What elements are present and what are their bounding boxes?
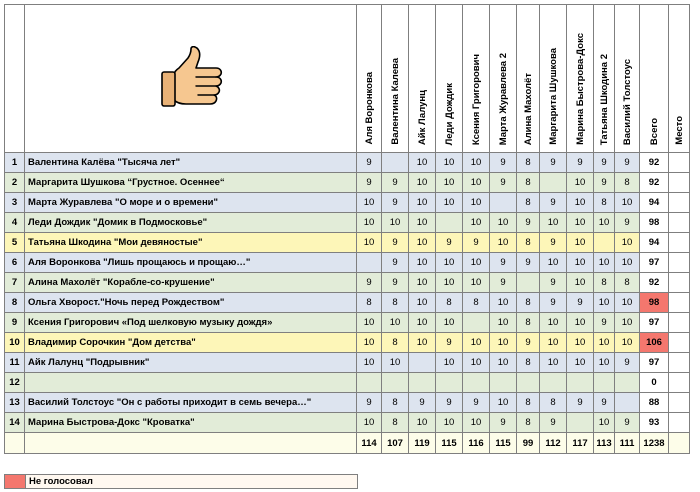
score-cell: 9 [615,213,640,233]
score-cell: 10 [540,213,567,233]
table-row [5,273,690,293]
score-cell: 10 [409,313,436,333]
score-cell: 10 [409,193,436,213]
score-cell: 9 [490,153,517,173]
corner-cell [5,5,25,153]
score-cell: 10 [357,413,382,433]
entry-title: Марина Быстрова-Докс "Кроватка" [25,413,357,433]
score-cell: 10 [436,173,463,193]
voter-name: Леди Дождик [443,82,455,145]
thumbs-up-icon [156,46,226,112]
voter-header [490,5,517,153]
column-sum: 113 [594,433,615,454]
sum-blank [25,433,357,454]
score-cell: 10 [540,333,567,353]
voter-header [409,5,436,153]
score-cell: 10 [436,273,463,293]
row-number: 1 [5,153,25,173]
voting-table [4,4,690,454]
score-cell: 8 [517,153,540,173]
score-cell: 10 [382,353,409,373]
score-cell [357,253,382,273]
score-cell: 10 [615,313,640,333]
score-cell: 10 [567,353,594,373]
score-cell: 8 [436,293,463,313]
score-cell: 9 [594,153,615,173]
score-cell: 10 [615,253,640,273]
score-cell: 9 [382,233,409,253]
table-row [5,293,690,313]
entry-title: Василий Толстоус "Он с работы приходит в семь вечера…" [25,393,357,413]
score-cell [567,373,594,393]
score-cell: 10 [594,413,615,433]
score-cell: 10 [436,353,463,373]
score-cell: 9 [540,153,567,173]
score-cell: 10 [463,253,490,273]
entry-title: Аля Воронкова "Лишь прощаюсь и прощаю…" [25,253,357,273]
score-cell: 9 [517,213,540,233]
voter-name: Маргарита Шушкова [547,48,559,145]
entry-title: Айк Лалунц "Подрывник" [25,353,357,373]
voter-name: Ксения Григорович [470,53,482,145]
score-cell: 9 [490,173,517,193]
row-total: 94 [640,233,669,253]
score-cell: 10 [463,413,490,433]
score-cell: 10 [567,253,594,273]
sum-blank [5,433,25,454]
voter-name: Татьяна Шкодина 2 [598,53,610,145]
score-cell: 10 [357,333,382,353]
score-cell: 10 [463,153,490,173]
score-cell: 9 [517,333,540,353]
score-cell: 9 [540,413,567,433]
row-place [669,293,690,313]
entry-title: Ксения Григорович «Под шелковую музыку дождя» [25,313,357,333]
score-cell [463,313,490,333]
row-total: 98 [640,213,669,233]
score-cell: 10 [409,413,436,433]
table-row [5,213,690,233]
score-cell: 9 [357,153,382,173]
legend [4,474,358,488]
score-cell: 9 [490,253,517,273]
score-cell: 8 [615,173,640,193]
table-row [5,373,690,393]
score-cell: 10 [409,273,436,293]
score-cell: 8 [382,393,409,413]
score-cell: 8 [594,273,615,293]
voter-name: Марина Быстрова-Докс [574,33,586,145]
score-cell: 8 [463,293,490,313]
score-cell: 9 [615,413,640,433]
row-place [669,313,690,333]
score-cell: 8 [382,413,409,433]
column-sum: 119 [409,433,436,454]
row-place [669,273,690,293]
score-cell: 10 [409,233,436,253]
score-cell: 9 [540,233,567,253]
score-cell: 8 [594,193,615,213]
score-cell: 10 [409,213,436,233]
row-number: 6 [5,253,25,273]
row-number: 10 [5,333,25,353]
score-cell: 10 [490,213,517,233]
score-cell: 10 [463,333,490,353]
table-row [5,153,690,173]
column-sum: 99 [517,433,540,454]
row-total: 0 [640,373,669,393]
score-cell [409,353,436,373]
score-cell: 10 [567,213,594,233]
score-cell: 10 [436,253,463,273]
score-cell: 10 [463,273,490,293]
score-cell: 8 [517,233,540,253]
thumbs-cell [25,5,357,153]
row-number: 9 [5,313,25,333]
score-cell: 9 [490,413,517,433]
score-cell: 8 [517,413,540,433]
score-cell: 10 [463,193,490,213]
row-number: 3 [5,193,25,213]
score-cell [540,373,567,393]
score-cell: 10 [615,293,640,313]
column-sum: 112 [540,433,567,454]
column-sum: 115 [490,433,517,454]
voter-name: Василий Толстоус [621,58,633,145]
total-header-label: Всего [648,117,660,145]
score-cell: 10 [567,233,594,253]
score-cell [517,273,540,293]
score-cell: 9 [436,333,463,353]
entry-title [25,373,357,393]
score-cell: 10 [490,313,517,333]
row-number: 4 [5,213,25,233]
place-header-label: Место [673,116,685,145]
score-cell: 9 [436,393,463,413]
score-cell [490,373,517,393]
score-cell [382,373,409,393]
score-cell: 10 [357,233,382,253]
row-place [669,373,690,393]
score-cell: 9 [357,173,382,193]
row-place [669,253,690,273]
row-number: 14 [5,413,25,433]
row-place [669,233,690,253]
score-cell: 8 [517,293,540,313]
table-row [5,413,690,433]
place-header [669,5,690,153]
entry-title: Владимир Сорочкин "Дом детства" [25,333,357,353]
row-number: 13 [5,393,25,413]
row-number: 5 [5,233,25,253]
table-row [5,193,690,213]
voter-name: Марта Журавлева 2 [497,52,509,145]
score-cell: 10 [357,313,382,333]
row-total: 92 [640,153,669,173]
voter-header [594,5,615,153]
voter-name: Алина Махолёт [522,72,534,145]
score-cell [382,153,409,173]
score-cell: 8 [517,313,540,333]
score-cell: 9 [463,233,490,253]
table-row [5,233,690,253]
score-cell: 8 [357,293,382,313]
score-cell: 10 [567,193,594,213]
score-cell: 9 [382,273,409,293]
total-header [640,5,669,153]
score-cell: 10 [540,353,567,373]
score-cell [409,373,436,393]
score-cell: 10 [594,213,615,233]
column-sum: 115 [436,433,463,454]
voter-header [615,5,640,153]
score-cell: 8 [517,193,540,213]
legend-swatch [4,474,26,489]
score-cell: 9 [382,173,409,193]
voter-header [357,5,382,153]
score-cell: 10 [567,313,594,333]
score-cell: 10 [594,353,615,373]
row-total: 97 [640,353,669,373]
row-total: 93 [640,413,669,433]
score-cell [436,213,463,233]
table-row [5,353,690,373]
score-cell: 10 [436,153,463,173]
score-cell: 10 [409,173,436,193]
row-place [669,193,690,213]
score-cell: 10 [567,273,594,293]
score-cell: 8 [615,273,640,293]
score-cell: 10 [490,353,517,373]
row-total: 97 [640,253,669,273]
score-cell: 10 [382,313,409,333]
score-cell: 9 [517,253,540,273]
row-number: 7 [5,273,25,293]
score-cell: 9 [357,273,382,293]
score-cell: 10 [615,233,640,253]
voter-header [567,5,594,153]
row-place [669,393,690,413]
legend-label: Не голосовал [26,474,358,489]
score-cell: 10 [490,333,517,353]
score-cell: 9 [490,273,517,293]
score-cell: 9 [615,353,640,373]
row-place [669,213,690,233]
entry-title: Леди Дождик "Домик в Подмосковье" [25,213,357,233]
row-place [669,173,690,193]
column-sum: 111 [615,433,640,454]
score-cell: 9 [540,193,567,213]
row-place [669,153,690,173]
score-cell [490,193,517,213]
score-cell: 9 [382,193,409,213]
voter-header [463,5,490,153]
voter-header [540,5,567,153]
voter-header [517,5,540,153]
score-cell: 9 [594,173,615,193]
score-cell: 10 [409,253,436,273]
row-total: 88 [640,393,669,413]
score-cell [594,233,615,253]
score-cell: 9 [357,393,382,413]
score-cell: 10 [409,293,436,313]
score-cell: 9 [382,253,409,273]
score-cell: 9 [594,393,615,413]
score-cell: 10 [594,293,615,313]
score-cell: 9 [463,393,490,413]
score-cell: 10 [357,213,382,233]
score-cell: 9 [409,393,436,413]
score-cell: 10 [409,153,436,173]
score-cell: 10 [490,293,517,313]
score-cell: 9 [567,153,594,173]
score-cell: 9 [540,273,567,293]
score-cell: 10 [357,193,382,213]
table-row [5,253,690,273]
score-cell: 9 [567,393,594,413]
score-cell: 10 [594,333,615,353]
row-total: 92 [640,173,669,193]
table-row [5,173,690,193]
score-cell: 9 [540,293,567,313]
score-cell: 8 [382,333,409,353]
score-cell [357,373,382,393]
score-cell: 8 [540,393,567,413]
entry-title: Алина Махолёт "Корабле-со-крушение" [25,273,357,293]
voter-name: Валентина Калева [389,58,401,145]
score-cell: 10 [357,353,382,373]
entry-title: Маргарита Шушкова “Грустное. Осеннее“ [25,173,357,193]
row-total: 97 [640,313,669,333]
score-cell: 9 [436,233,463,253]
row-place [669,353,690,373]
score-cell [540,173,567,193]
voter-name: Аля Воронкова [363,72,375,145]
score-cell: 10 [490,393,517,413]
column-sum: 107 [382,433,409,454]
score-cell: 10 [463,173,490,193]
score-cell: 10 [436,193,463,213]
score-cell: 10 [409,333,436,353]
row-place [669,333,690,353]
row-place [669,413,690,433]
entry-title: Марта Журавлева "О море и о времени" [25,193,357,213]
score-cell: 10 [540,253,567,273]
row-number: 12 [5,373,25,393]
sum-row [5,433,690,454]
entry-title: Валентина Калёва "Тысяча лет" [25,153,357,173]
column-sum: 116 [463,433,490,454]
table-row [5,333,690,353]
voter-header [382,5,409,153]
score-cell: 10 [382,213,409,233]
score-cell [567,413,594,433]
score-cell: 10 [615,333,640,353]
row-total: 94 [640,193,669,213]
column-sum: 117 [567,433,594,454]
row-number: 8 [5,293,25,313]
score-cell: 10 [463,213,490,233]
row-number: 11 [5,353,25,373]
score-cell: 10 [490,233,517,253]
score-cell: 10 [436,313,463,333]
score-cell [615,373,640,393]
score-cell [463,373,490,393]
score-cell [436,373,463,393]
score-cell: 8 [517,353,540,373]
entry-title: Татьяна Шкодина "Мои девяностые" [25,233,357,253]
score-cell: 10 [436,413,463,433]
score-cell [615,393,640,413]
row-total: 106 [640,333,669,353]
score-cell: 10 [540,313,567,333]
score-cell: 8 [382,293,409,313]
score-cell: 8 [517,173,540,193]
row-total: 98 [640,293,669,313]
score-cell: 10 [567,173,594,193]
voter-header [436,5,463,153]
row-total: 92 [640,273,669,293]
score-cell: 9 [567,293,594,313]
score-cell: 10 [615,193,640,213]
score-cell: 10 [463,353,490,373]
sum-blank [669,433,690,454]
voter-name: Айк Лалунц [416,89,428,145]
score-cell [517,373,540,393]
score-cell: 8 [517,393,540,413]
table-row [5,313,690,333]
score-cell: 10 [567,333,594,353]
column-sum: 114 [357,433,382,454]
score-cell: 10 [594,253,615,273]
score-cell: 9 [594,313,615,333]
score-cell: 9 [615,153,640,173]
table-row [5,393,690,413]
score-cell [594,373,615,393]
row-number: 2 [5,173,25,193]
grand-total: 1238 [640,433,669,454]
entry-title: Ольга Хворост."Ночь перед Рождеством" [25,293,357,313]
